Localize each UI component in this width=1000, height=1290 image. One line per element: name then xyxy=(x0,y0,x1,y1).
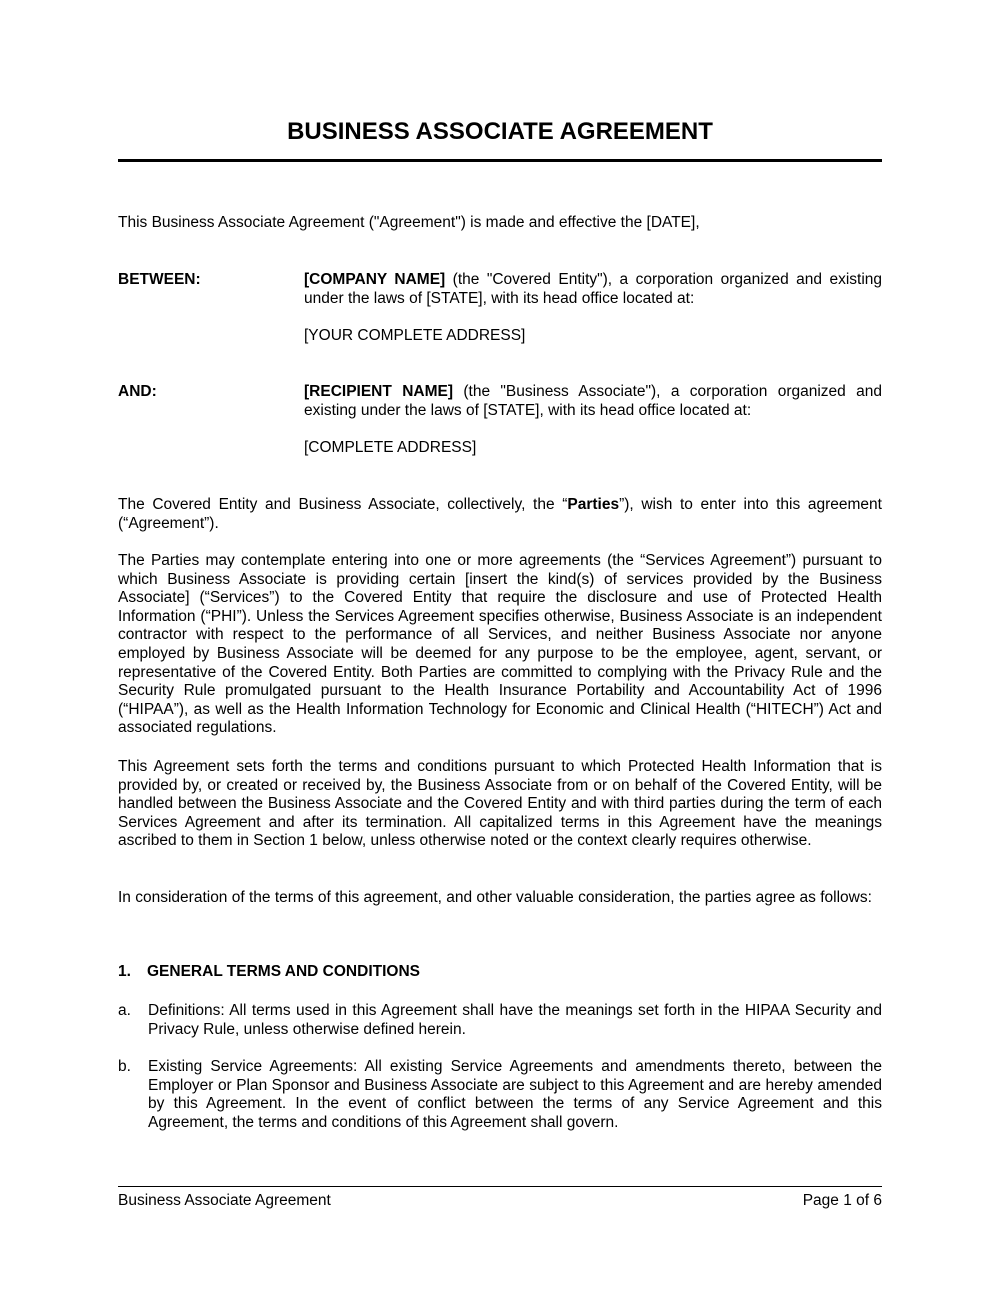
consideration-paragraph: In consideration of the terms of this agreement, and other valuable consideration, the parties agree as follows: xyxy=(118,889,872,906)
and-label: AND: xyxy=(118,383,157,400)
recipient-address: [COMPLETE ADDRESS] xyxy=(304,439,477,456)
title-divider xyxy=(118,159,882,162)
item-b-text: Existing Service Agreements: All existing Service Agreements and amendments thereto, between the Employer or Plan Sponsor and Business Associate are subject to this Agreement and are hereby amended by this Agreement. In the event of conflict between the terms of any Service Agreement and this Agreement, the terms and conditions of this Agreement shall govern. xyxy=(148,1058,882,1131)
document-title: BUSINESS ASSOCIATE AGREEMENT xyxy=(287,118,713,145)
services-paragraph: The Parties may contemplate entering into one or more agreements (the “Services Agreement”) pursuant to which Business Associate is providing certain [insert the kind(s) of services provided by the Business Associate] (“Services”) to the Covered Entity that require the disclosure and use of Protected Health Information (“PHI”). Unless the Services Agreement specifies otherwise, Business Associate is an independent contractor with respect to the performance of all Services, and neither Business Associate nor anyone employed by Business Associate will be deemed for any purpose to be the employee, agent, servant, or representative of the Covered Entity. Both Parties are committed to complying with the Privacy Rule and the Security Rule promulgated pursuant to the Health Insurance Portability and Accountability Act of 1996 (“HIPAA”), as well as the Health Information Technology for Economic and Clinical Health (“HITECH”) Act and associated regulations. xyxy=(118,552,882,737)
and-party-description xyxy=(304,383,882,420)
footer-page-number: Page 1 of 6 xyxy=(802,1192,882,1209)
parties-term: Parties xyxy=(567,496,620,513)
and-party-text: (the "Business Associate"), a corporation organized and existing under the laws of [STATE], with its head office located at: xyxy=(304,383,882,419)
item-a-text: Definitions: All terms used in this Agreement shall have the meanings set forth in the HIPAA Security and Privacy Rule, unless otherwise defined herein. xyxy=(148,1002,882,1038)
section-1-title: GENERAL TERMS AND CONDITIONS xyxy=(147,963,420,980)
between-party-text: (the "Covered Entity"), a corporation organized and existing under the laws of [STATE], with its head office located at: xyxy=(304,271,883,307)
company-address: [YOUR COMPLETE ADDRESS] xyxy=(304,327,526,344)
intro-paragraph: This Business Associate Agreement ("Agreement") is made and effective the [DATE], xyxy=(118,214,700,231)
company-name: [COMPANY NAME] xyxy=(304,271,446,288)
section-1-heading xyxy=(118,963,420,982)
section-1-number: 1. xyxy=(118,963,131,980)
between-label: BETWEEN: xyxy=(118,271,201,288)
document-page xyxy=(118,0,882,1290)
parties-text-after: ”), wish to enter into this agreement (“Agreement”). xyxy=(118,496,882,532)
item-a-letter: a. xyxy=(118,1002,131,1019)
between-party-description xyxy=(304,271,882,308)
parties-text-before: The Covered Entity and Business Associate, collectively, the “ xyxy=(118,496,568,513)
footer-document-name: Business Associate Agreement xyxy=(118,1192,331,1209)
item-b-letter: b. xyxy=(118,1058,131,1075)
terms-paragraph: This Agreement sets forth the terms and conditions pursuant to which Protected Health Information that is provided by, or created or received by, the Business Associate from or on behalf of the Covered Entity, will be handled between the Business Associate and the Covered Entity and with third parties during the term of each Services Agreement and after its termination. All capitalized terms in this Agreement have the meanings ascribed to them in Section 1 below, unless otherwise noted or the context clearly requires otherwise. xyxy=(118,758,882,850)
recipient-name: [RECIPIENT NAME] xyxy=(304,383,453,400)
parties-paragraph xyxy=(118,496,882,533)
footer-divider xyxy=(118,1186,882,1187)
